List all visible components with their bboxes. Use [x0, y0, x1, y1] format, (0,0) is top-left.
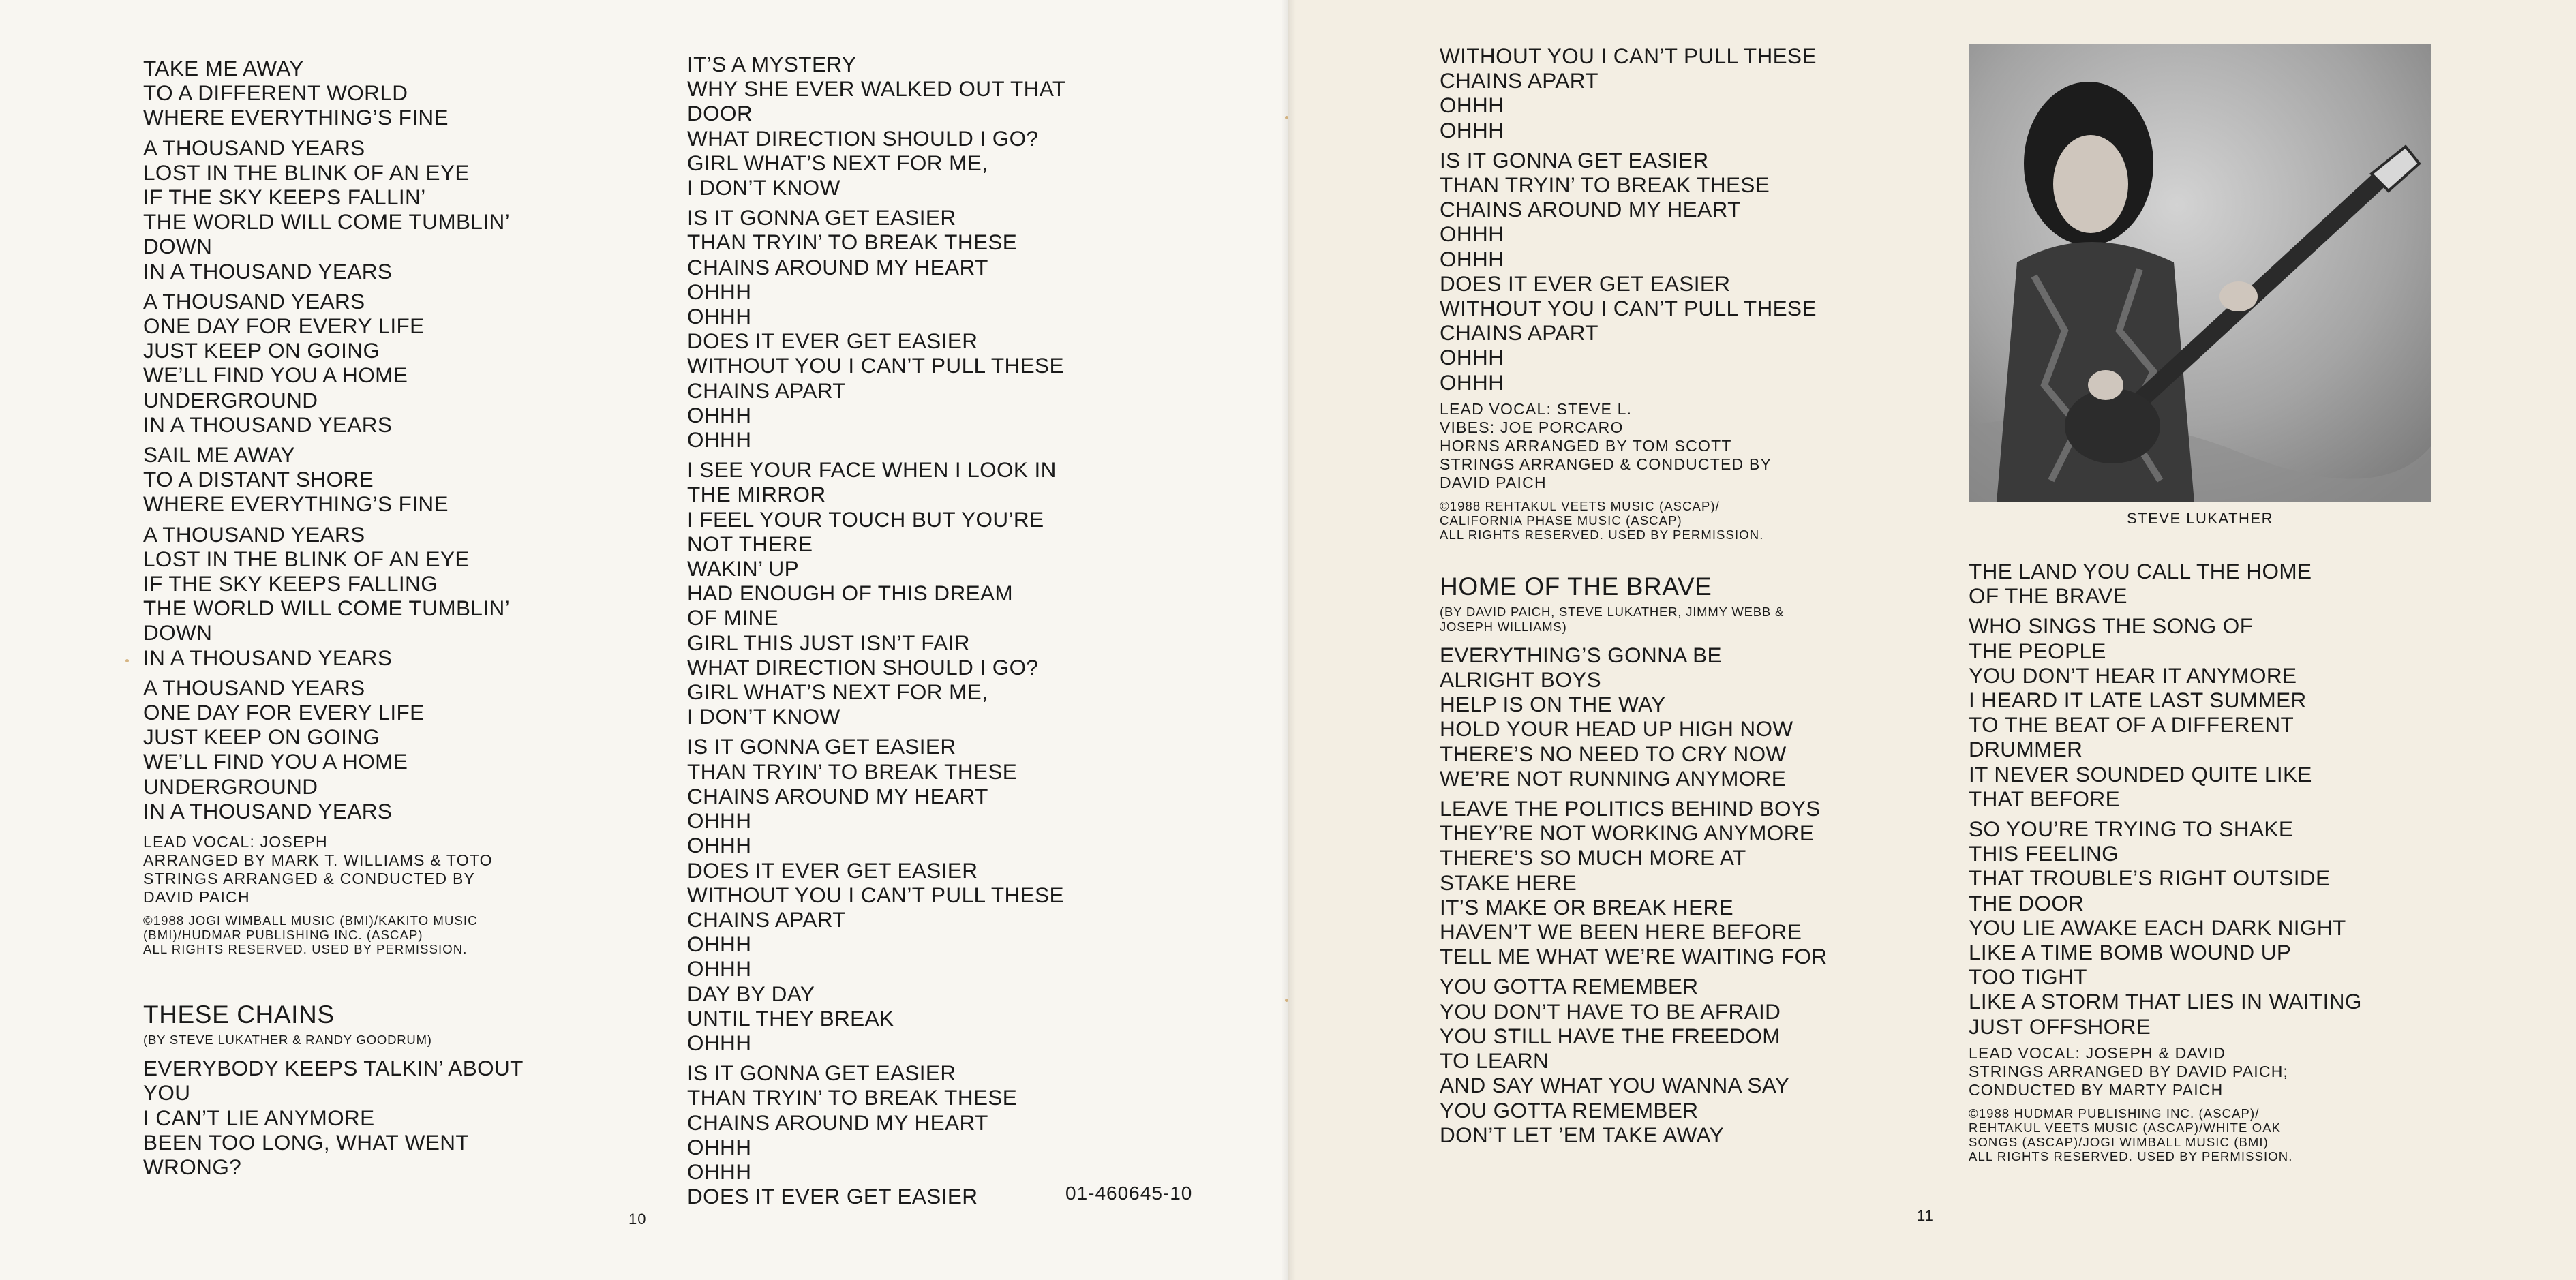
text-line: HORNS ARRANGED BY TOM SCOTT	[1440, 436, 1732, 455]
stanza	[143, 56, 620, 130]
lyric-line: SAIL ME AWAY	[143, 442, 296, 468]
text-line: ©1988 HUDMAR PUBLISHING INC. (ASCAP)/	[1969, 1106, 2260, 1121]
lyric-line: LOST IN THE BLINK OF AN EYE	[143, 546, 470, 571]
lyric-line: HAVEN’T WE BEEN HERE BEFORE	[1440, 919, 1802, 945]
lyric-line: OHHH	[1440, 246, 1504, 271]
stanza	[1969, 559, 2446, 608]
lyric-line: WHY SHE EVER WALKED OUT THAT	[687, 76, 1066, 102]
lyric-line: I DON’T KNOW	[687, 175, 840, 200]
lyric-line: THAN TRYIN’ TO BREAK THESE	[687, 1085, 1018, 1110]
lyric-line: TOO TIGHT	[1969, 964, 2087, 990]
lyric-line: DOWN	[143, 620, 213, 645]
lyric-line: IT NEVER SOUNDED QUITE LIKE	[1969, 761, 2312, 787]
lyric-line: JUST OFFSHORE	[1969, 1014, 2151, 1039]
lyric-line: OHHH	[687, 1030, 752, 1055]
copyright-block	[143, 913, 620, 956]
credits-block	[1969, 1044, 2446, 1099]
lyric-line: CHAINS APART	[687, 378, 846, 403]
lyric-line: ALRIGHT BOYS	[1440, 667, 1602, 692]
lyrics-block	[143, 1056, 620, 1179]
lyrics-column-1	[143, 56, 620, 1185]
lyric-line: OHHH	[687, 1159, 752, 1184]
lyric-line: TO THE BEAT OF A DIFFERENT	[1969, 712, 2294, 737]
lyric-line: WHERE EVERYTHING’S FINE	[143, 491, 449, 517]
lyric-line: AND SAY WHAT YOU WANNA SAY	[1440, 1073, 1790, 1098]
lyric-line: THE PEOPLE	[1969, 638, 2106, 663]
text-line: JOSEPH WILLIAMS)	[1440, 619, 1567, 634]
text-line: (BY DAVID PAICH, STEVE LUKATHER, JIMMY WEBB &	[1440, 604, 1785, 619]
lyric-line: YOU DON’T HAVE TO BE AFRAID	[1440, 999, 1781, 1024]
lyric-line: HAD ENOUGH OF THIS DREAM	[687, 581, 1014, 606]
lyric-line: TO A DIFFERENT WORLD	[143, 80, 408, 106]
lyric-line: ONE DAY FOR EVERY LIFE	[143, 700, 425, 725]
lyric-line: A THOUSAND YEARS	[143, 675, 365, 700]
lyric-line: WE’RE NOT RUNNING ANYMORE	[1440, 765, 1787, 791]
lyric-line: WE’LL FIND YOU A HOME	[143, 749, 408, 774]
lyric-line: WHAT DIRECTION SHOULD I GO?	[687, 125, 1039, 151]
lyric-line: DOWN	[143, 234, 213, 259]
lyric-line: ONE DAY FOR EVERY LIFE	[143, 314, 425, 339]
lyric-line: IN A THOUSAND YEARS	[143, 412, 393, 437]
lyric-line: OHHH	[687, 279, 752, 304]
photo-caption: STEVE LUKATHER	[2127, 510, 2273, 527]
lyric-line: OHHH	[687, 932, 752, 957]
lyric-line: LIKE A STORM THAT LIES IN WAITING	[1969, 989, 2362, 1014]
lyric-line: HOLD YOUR HEAD UP HIGH NOW	[1440, 716, 1793, 742]
lyric-line: THAN TRYIN’ TO BREAK THESE	[687, 759, 1018, 784]
stanza	[1440, 148, 1930, 395]
lyric-line: I DON’T KNOW	[687, 704, 840, 729]
lyric-line: THAN TRYIN’ TO BREAK THESE	[687, 230, 1018, 255]
lyric-line: OHHH	[687, 808, 752, 834]
lyric-line: DOES IT EVER GET EASIER	[687, 1184, 978, 1209]
lyric-line: GIRL WHAT’S NEXT FOR ME,	[687, 680, 988, 705]
lyric-line: WHAT DIRECTION SHOULD I GO?	[687, 654, 1039, 680]
lyric-line: DOOR	[687, 101, 753, 126]
lyric-line: THERE’S SO MUCH MORE AT	[1440, 845, 1746, 870]
lyric-line: THAN TRYIN’ TO BREAK THESE	[1440, 172, 1770, 198]
text-line: REHTAKUL VEETS MUSIC (ASCAP)/WHITE OAK	[1969, 1120, 2282, 1135]
lyric-line: IF THE SKY KEEPS FALLING	[143, 571, 438, 596]
lyrics-block	[143, 56, 620, 823]
lyric-line: GIRL WHAT’S NEXT FOR ME,	[687, 150, 988, 175]
lyric-line: YOU GOTTA REMEMBER	[1440, 1097, 1699, 1123]
lyric-line: NOT THERE	[687, 531, 813, 556]
text-line: LEAD VOCAL: JOSEPH & DAVID	[1969, 1043, 2226, 1062]
song-byline	[1440, 605, 1930, 635]
lyric-line: TO LEARN	[1440, 1048, 1549, 1073]
lyric-line: OHHH	[1440, 93, 1504, 118]
paper-speck	[125, 659, 129, 662]
lyric-line: THAT TROUBLE’S RIGHT OUTSIDE	[1969, 866, 2331, 891]
lyric-line: A THOUSAND YEARS	[143, 135, 365, 160]
lyric-line: DOES IT EVER GET EASIER	[687, 857, 978, 883]
lyric-line: TAKE ME AWAY	[143, 56, 304, 80]
text-line: ARRANGED BY MARK T. WILLIAMS & TOTO	[143, 851, 493, 870]
lyric-line: JUST KEEP ON GOING	[143, 725, 380, 750]
copyright-block	[1440, 499, 1930, 542]
lyric-line: IT’S A MYSTERY	[687, 52, 857, 76]
lyric-line: CHAINS APART	[1440, 320, 1598, 346]
lyric-line: WITHOUT YOU I CAN’T PULL THESE	[1440, 44, 1817, 68]
copyright-block	[1969, 1106, 2446, 1163]
stanza	[143, 522, 620, 670]
text-line: DAVID PAICH	[1440, 473, 1547, 491]
text-line: ALL RIGHTS RESERVED. USED BY PERMISSION.	[1969, 1148, 2293, 1163]
lyric-line: OF MINE	[687, 605, 779, 630]
text-line: ALL RIGHTS RESERVED. USED BY PERMISSION.	[1440, 527, 1764, 542]
lyric-line: UNDERGROUND	[143, 387, 318, 412]
lyric-line: IN A THOUSAND YEARS	[143, 645, 393, 670]
credits-block	[143, 833, 620, 906]
text-line: SONGS (ASCAP)/JOGI WIMBALL MUSIC (BMI)	[1969, 1134, 2269, 1149]
lyric-line: DRUMMER	[1969, 737, 2083, 762]
lyric-line: A THOUSAND YEARS	[143, 521, 365, 547]
lyric-line: I CAN’T LIE ANYMORE	[143, 1105, 375, 1130]
artist-photo	[1969, 44, 2431, 502]
lyric-line: THIS FEELING	[1969, 841, 2119, 866]
text-line: LEAD VOCAL: JOSEPH	[143, 833, 328, 851]
lyric-line: DON’T LET ’EM TAKE AWAY	[1440, 1122, 1725, 1147]
lyric-line: CHAINS AROUND MY HEART	[687, 783, 988, 808]
center-fold	[1281, 0, 1296, 1280]
lyric-line: DOES IT EVER GET EASIER	[1440, 271, 1731, 296]
lyric-line: CHAINS AROUND MY HEART	[687, 1110, 988, 1135]
text-line: ©1988 JOGI WIMBALL MUSIC (BMI)/KAKITO MUSIC	[143, 913, 478, 928]
lyric-line: OHHH	[1440, 117, 1504, 142]
lyric-line: LEAVE THE POLITICS BEHIND BOYS	[1440, 796, 1821, 821]
text-line: STRINGS ARRANGED & CONDUCTED BY	[143, 870, 476, 888]
lyric-line: WHO SINGS THE SONG OF	[1969, 613, 2254, 639]
lyric-line: OHHH	[1440, 345, 1504, 370]
stanza	[143, 442, 620, 517]
lyric-line: IF THE SKY KEEPS FALLIN’	[143, 185, 426, 210]
lyric-line: HELP IS ON THE WAY	[1440, 692, 1666, 717]
lyric-line: EVERYBODY KEEPS TALKIN’ ABOUT	[143, 1056, 524, 1081]
lyric-line: CHAINS AROUND MY HEART	[1440, 197, 1741, 222]
lyric-line: YOU DON’T HEAR IT ANYMORE	[1969, 662, 2297, 688]
stanza	[1440, 974, 1930, 1146]
stanza	[1440, 643, 1930, 791]
stanza	[1440, 44, 1930, 142]
lyric-line: BEEN TOO LONG, WHAT WENT	[143, 1129, 470, 1155]
lyric-line: THE DOOR	[1969, 890, 2085, 915]
lyric-line: CHAINS APART	[1440, 68, 1598, 93]
lyric-line: CHAINS APART	[687, 906, 846, 932]
lyric-line: THAT BEFORE	[1969, 786, 2121, 811]
text-line: CALIFORNIA PHASE MUSIC (ASCAP)	[1440, 513, 1682, 528]
text-line: DAVID PAICH	[143, 888, 250, 906]
lyric-line: LIKE A TIME BOMB WOUND UP	[1969, 940, 2292, 965]
lyric-line: OF THE BRAVE	[1969, 583, 2127, 609]
text-line: STRINGS ARRANGED BY DAVID PAICH;	[1969, 1062, 2289, 1080]
lyric-line: IS IT GONNA GET EASIER	[687, 205, 956, 230]
stanza	[687, 52, 1219, 200]
stanza	[143, 675, 620, 823]
text-line: (BMI)/HUDMAR PUBLISHING INC. (ASCAP)	[143, 928, 423, 943]
stanza	[1969, 817, 2446, 1039]
lyric-line: THERE’S NO NEED TO CRY NOW	[1440, 741, 1787, 766]
lyrics-column-3	[1440, 44, 1930, 1153]
text-line: ©1988 REHTAKUL VEETS MUSIC (ASCAP)/	[1440, 498, 1720, 513]
text-line: VIBES: JOE PORCARO	[1440, 418, 1624, 436]
lyric-line: THE LAND YOU CALL THE HOME	[1969, 559, 2312, 583]
song-byline: (BY STEVE LUKATHER & RANDY GOODRUM)	[143, 1033, 432, 1048]
stanza	[143, 136, 620, 284]
lyrics-block	[1969, 559, 2446, 1039]
page-number-left: 10	[628, 1210, 647, 1228]
lyric-line: UNDERGROUND	[143, 774, 318, 799]
credits-block	[1440, 400, 1930, 492]
guitarist-photo-illustration	[1969, 44, 2431, 502]
stanza	[1969, 613, 2446, 811]
lyrics-block	[687, 52, 1219, 1208]
lyric-line: IS IT GONNA GET EASIER	[1440, 147, 1709, 172]
lyric-line: IS IT GONNA GET EASIER	[687, 1061, 956, 1086]
catalog-number: 01-460645-10	[1065, 1183, 1193, 1204]
lyric-line: OHHH	[1440, 222, 1504, 247]
lyrics-column-4	[1969, 559, 2446, 1163]
song-title: THESE CHAINS	[143, 1001, 335, 1029]
lyric-line: GIRL THIS JUST ISN’T FAIR	[687, 630, 970, 655]
lyric-line: THE MIRROR	[687, 482, 826, 507]
stanza	[143, 289, 620, 437]
lyric-line: OHHH	[1440, 369, 1504, 395]
lyric-line: YOU STILL HAVE THE FREEDOM	[1440, 1023, 1781, 1048]
paper-speck	[1285, 116, 1288, 119]
lyric-line: WHERE EVERYTHING’S FINE	[143, 105, 449, 130]
lyric-line: WAKIN’ UP	[687, 556, 800, 581]
lyric-line: I HEARD IT LATE LAST SUMMER	[1969, 688, 2307, 713]
lyric-line: TO A DISTANT SHORE	[143, 467, 374, 492]
lyric-line: IS IT GONNA GET EASIER	[687, 734, 956, 759]
lyric-line: DAY BY DAY	[687, 981, 815, 1006]
lyric-line: WE’LL FIND YOU A HOME	[143, 363, 408, 388]
page-number-right: 11	[1917, 1207, 1934, 1224]
text-line: STRINGS ARRANGED & CONDUCTED BY	[1440, 455, 1772, 473]
lyric-line: YOU	[143, 1080, 191, 1106]
lyric-line: WITHOUT YOU I CAN’T PULL THESE	[1440, 296, 1817, 321]
lyric-line: JUST KEEP ON GOING	[143, 338, 380, 363]
lyric-line: IN A THOUSAND YEARS	[143, 258, 393, 284]
lyric-line: THEY’RE NOT WORKING ANYMORE	[1440, 821, 1815, 846]
stanza	[687, 457, 1219, 729]
lyric-line: LOST IN THE BLINK OF AN EYE	[143, 159, 470, 185]
lyric-line: TELL ME WHAT WE’RE WAITING FOR	[1440, 944, 1828, 969]
lyric-line: DOES IT EVER GET EASIER	[687, 329, 978, 354]
text-line: ALL RIGHTS RESERVED. USED BY PERMISSION.	[143, 942, 468, 957]
lyric-line: EVERYTHING’S GONNA BE	[1440, 642, 1722, 667]
stanza	[1440, 796, 1930, 969]
lyric-line: A THOUSAND YEARS	[143, 288, 365, 314]
lyric-line: OHHH	[687, 304, 752, 329]
lyric-line: YOU GOTTA REMEMBER	[1440, 974, 1699, 999]
text-line: LEAD VOCAL: STEVE L.	[1440, 399, 1633, 418]
lyric-line: IN A THOUSAND YEARS	[143, 798, 393, 823]
lyric-line: UNTIL THEY BREAK	[687, 1005, 894, 1031]
lyric-line: WRONG?	[143, 1154, 242, 1179]
lyric-line: WITHOUT YOU I CAN’T PULL THESE	[687, 353, 1064, 378]
lyric-line: YOU LIE AWAKE EACH DARK NIGHT	[1969, 915, 2346, 940]
lyric-line: STAKE HERE	[1440, 870, 1577, 895]
lyric-line: OHHH	[687, 1134, 752, 1159]
stanza	[687, 734, 1219, 1055]
stanza	[143, 1056, 620, 1179]
stanza	[687, 205, 1219, 452]
lyric-line: I FEEL YOUR TOUCH BUT YOU’RE	[687, 506, 1044, 532]
paper-speck	[1285, 999, 1288, 1002]
lyrics-block	[1440, 44, 1930, 395]
lyric-line: IT’S MAKE OR BREAK HERE	[1440, 894, 1734, 919]
lyric-line: I SEE YOUR FACE WHEN I LOOK IN	[687, 457, 1057, 483]
lyrics-block	[1440, 643, 1930, 1147]
lyric-line: SO YOU’RE TRYING TO SHAKE	[1969, 817, 2294, 842]
text-line: CONDUCTED BY MARTY PAICH	[1969, 1080, 2224, 1099]
lyric-line: OHHH	[687, 833, 752, 858]
lyric-line: OHHH	[687, 427, 752, 453]
lyrics-column-2	[687, 52, 1219, 1214]
lyric-line: THE WORLD WILL COME TUMBLIN’	[143, 596, 510, 621]
lyric-line: WITHOUT YOU I CAN’T PULL THESE	[687, 882, 1064, 907]
lyric-line: OHHH	[687, 956, 752, 981]
lyric-line: THE WORLD WILL COME TUMBLIN’	[143, 209, 510, 234]
song-title: HOME OF THE BRAVE	[1440, 572, 1712, 600]
lyric-line: CHAINS AROUND MY HEART	[687, 254, 988, 279]
lyric-line: OHHH	[687, 402, 752, 427]
